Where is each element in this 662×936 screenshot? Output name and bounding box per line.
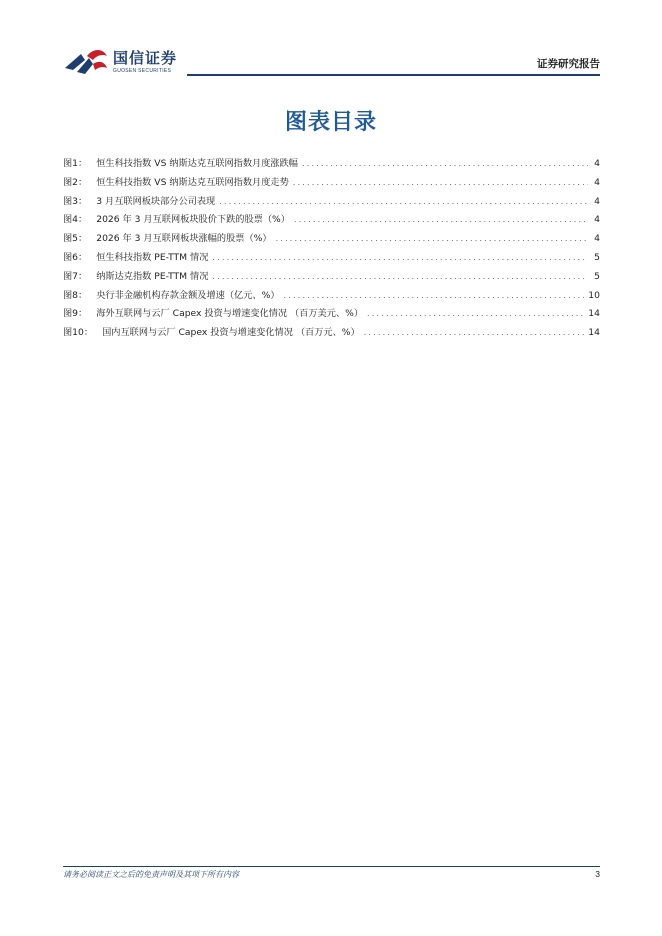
toc-entry-title: 海外互联网与云厂 Capex 投资与增速变化情况 （百万美元、%） (96, 308, 364, 320)
toc-entry-number: 图2： (63, 176, 88, 188)
logo-text-en: GUOSEN SECURITIES (113, 67, 172, 74)
toc-entry-title: 央行非金融机构存款金额及增速（亿元、%） (96, 289, 280, 301)
toc-entry-number: 图1： (63, 158, 88, 169)
toc-entry-page: 5 (594, 251, 600, 263)
toc-entry-page: 4 (594, 233, 600, 245)
guosen-logo-icon (63, 46, 109, 78)
toc-entry-title: 3 月互联网板块部分公司表现 (96, 195, 216, 207)
toc-entry[interactable] (63, 211, 600, 230)
toc-entry-title: 纳斯达克指数 PE-TTM 情况 (96, 270, 209, 282)
toc-entry[interactable] (63, 287, 600, 306)
toc-entry-page: 14 (588, 327, 600, 339)
toc-entry-page: 4 (594, 158, 600, 169)
toc-entry-number: 图10： (63, 327, 94, 339)
toc-entry[interactable] (63, 155, 600, 174)
toc-leader-dots (364, 328, 585, 337)
toc-entry[interactable] (63, 249, 600, 268)
toc-entry-number: 图8： (63, 289, 88, 301)
toc-leader-dots (293, 178, 588, 187)
toc-entry-page: 5 (594, 270, 600, 282)
toc-entry-number: 图5： (63, 233, 88, 245)
toc-entry-title: 2026 年 3 月互联网板块涨幅的股票（%） (96, 233, 272, 245)
toc-entry[interactable] (63, 193, 600, 212)
toc-entry-page: 4 (594, 176, 600, 188)
toc-entry[interactable] (63, 268, 600, 287)
toc-entry-number: 图7： (63, 270, 88, 282)
logo-text-cn: 国信证券 (113, 48, 178, 67)
footer-divider (63, 866, 600, 867)
toc-entry-title: 2026 年 3 月互联网板块股价下跌的股票（%） (96, 214, 290, 226)
header-divider (187, 74, 600, 76)
toc-entry-page: 10 (588, 289, 600, 301)
toc-leader-dots (284, 291, 585, 300)
toc-leader-dots (212, 253, 588, 262)
toc-leader-dots (276, 234, 588, 243)
toc-entry-number: 图9： (63, 308, 88, 320)
report-type-label: 证券研究报告 (537, 58, 600, 70)
toc-title: 图表目录 (284, 110, 377, 135)
footer-disclaimer: 请务必阅读正文之后的免责声明及其项下所有内容 (63, 870, 239, 879)
toc-entry-title: 恒生科技指数 VS 纳斯达克互联网指数月度走势 (96, 176, 289, 188)
toc-entry-page: 4 (594, 195, 600, 207)
toc-entry[interactable] (63, 174, 600, 193)
toc-leader-dots (294, 215, 588, 224)
toc-entry-page: 4 (594, 214, 600, 226)
figure-toc-list (63, 155, 600, 343)
toc-entry-title: 恒生科技指数 VS 纳斯达克互联网指数月度涨跌幅 (96, 158, 298, 169)
toc-entry-number: 图3： (63, 195, 88, 207)
page-header (63, 44, 600, 78)
company-logo (63, 46, 177, 78)
toc-entry[interactable] (63, 324, 600, 343)
page-number: 3 (595, 869, 600, 879)
toc-entry-number: 图4： (63, 214, 88, 226)
toc-entry-page: 14 (588, 308, 600, 320)
toc-entry[interactable] (63, 230, 600, 249)
toc-leader-dots (302, 159, 588, 168)
toc-leader-dots (212, 272, 588, 281)
toc-entry[interactable] (63, 305, 600, 324)
toc-leader-dots (219, 197, 588, 206)
toc-entry-title: 国内互联网与云厂 Capex 投资与增速变化情况 （百万元、%） (102, 327, 360, 339)
toc-entry-title: 恒生科技指数 PE-TTM 情况 (96, 251, 209, 263)
toc-entry-number: 图6： (63, 251, 88, 263)
toc-leader-dots (367, 309, 584, 318)
